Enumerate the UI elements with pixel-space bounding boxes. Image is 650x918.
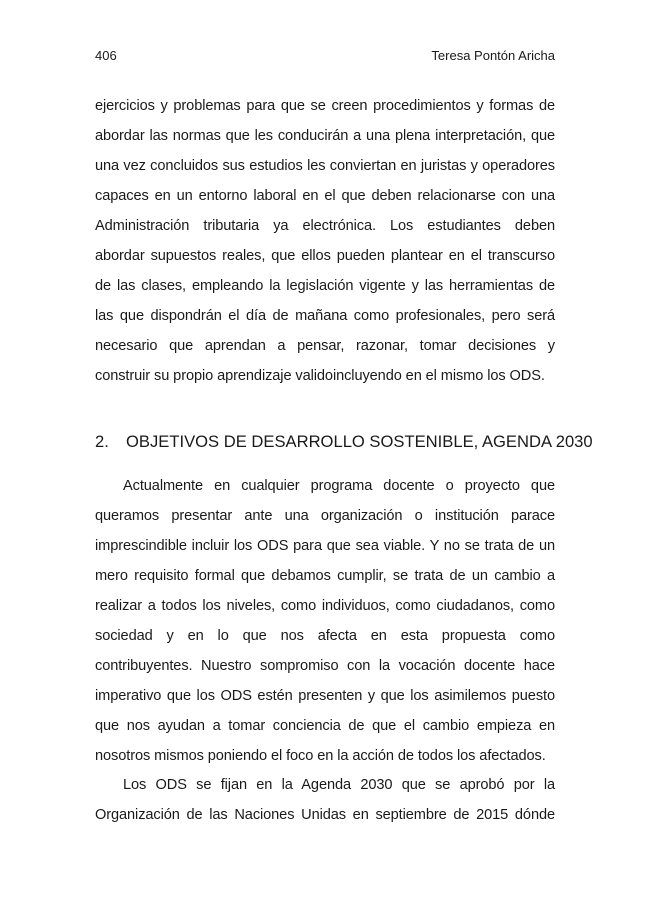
running-head: Teresa Pontón Aricha [431,48,555,63]
paragraph-line: nosotros mismos poniendo el foco en la acción de todos los afectados. [95,748,546,764]
paragraph-1 [95,91,555,391]
paragraph-line: Los ODS se fijan en la Agenda 2030 que se aprobó por la [123,777,555,793]
paragraph-line: Actualmente en cualquier programa docente o proyecto que [123,478,555,494]
paragraph-line: que nos ayudan a tomar conciencia de que el cambio empieza en [95,718,555,734]
paragraph-line: de las clases, empleando la legislación vigente y las herramientas de [95,278,555,294]
paragraph-3 [95,770,555,830]
paragraph-line: las que dispondrán el día de mañana como profesionales, pero será [95,308,555,324]
section-title: OBJETIVOS DE DESARROLLO SOSTENIBLE, AGENDA 2030 [126,432,593,451]
paragraph-line: abordar las normas que les conducirán a una plena interpretación, que [95,128,555,144]
section-heading [95,430,593,454]
paragraph-line: realizar a todos los niveles, como individuos, como ciudadanos, como [95,598,555,614]
paragraph-line: queramos presentar ante una organización o institución parace [95,508,555,524]
paragraph-line: Organización de las Naciones Unidas en septiembre de 2015 dónde [95,807,555,823]
paragraph-2 [95,471,555,771]
paragraph-line: sociedad y en lo que nos afecta en esta propuesta como [95,628,555,644]
page-header [95,48,555,68]
paragraph-line: Administración tributaria ya electrónica. Los estudiantes deben [95,218,555,234]
paragraph-line: abordar supuestos reales, que ellos pueden plantear en el transcurso [95,248,555,264]
paragraph-line: capaces en un entorno laboral en el que deben relacionarse con una [95,188,555,204]
paragraph-line: imperativo que los ODS estén presenten y que los asimilemos puesto [95,688,555,704]
paragraph-line: construir su propio aprendizaje validoincluyendo en el mismo los ODS. [95,368,545,384]
paragraph-line: mero requisito formal que debamos cumplir, se trata de un cambio a [95,568,555,584]
paragraph-line: imprescindible incluir los ODS para que sea viable. Y no se trata de un [95,538,555,554]
paragraph-line: necesario que aprendan a pensar, razonar, tomar decisiones y [95,338,555,354]
page-number: 406 [95,48,117,63]
paragraph-line: ejercicios y problemas para que se creen procedimientos y formas de [95,98,555,114]
paragraph-line: contribuyentes. Nuestro sompromiso con la vocación docente hace [95,658,555,674]
section-number: 2. [95,432,109,451]
paragraph-line: una vez concluidos sus estudios les conviertan en juristas y operadores [95,158,555,174]
